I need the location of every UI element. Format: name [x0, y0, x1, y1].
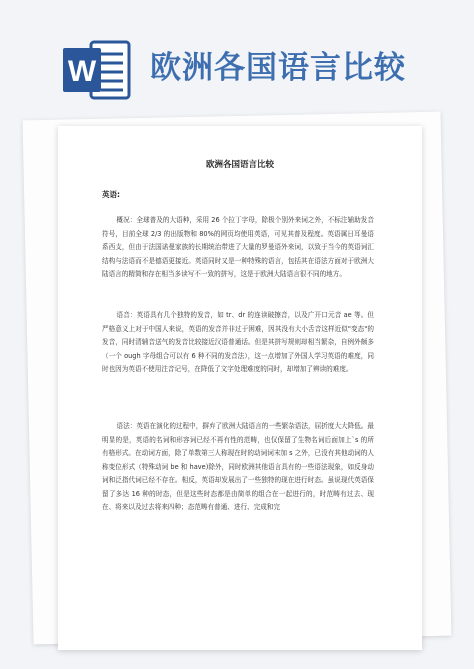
- paragraph-phonetics: 语音：英语具有几个独特的发音，如 tr、dr 的连读破擦音，以及广开口元音 ae 等。但严格意义上对于中国人来说，英语的发音并非过于困难，因其没有大小舌音这样近似"变态"的发音，同时清辅音送气的发音比较接近汉语普通话。但是其拼写规则却相当繁杂，自例外颇多（一个 ough 字母组合可以有 6 种不同的发音法），这一点增加了外国人学习英语的难度，同时也因为英语不使用注音记号，在降低了文字处理难度的同时，却增加了辨读的难度。: [102, 311, 374, 373]
- section-heading-english: 英语:: [102, 190, 120, 199]
- paragraph-overview: 概况：全球普及的大语种，采用 26 个拉丁字母，除极个别外来词之外，不标注辅助发音符号，目前全球 2/3 的出版物和 80%的网页均使用英语，可见其普及程度。英语属日耳曼语系西支，但由于法国诺曼家族的长期统治带进了大量的罗曼语外来词，以致于当今的英语词汇结构与法语而不是德语更接近。英语同时又是一种特殊的语言，包括其在语法方面对于欧洲大陆语言的精简和存在相当多读写不一致的拼写，这是于欧洲大陆语言很不同的地方。: [102, 216, 374, 278]
- word-icon-letter: W: [67, 55, 97, 88]
- document-title: 欧洲各国语言比较: [205, 160, 274, 170]
- word-document-icon: [63, 38, 131, 102]
- paragraph-grammar: 语法：英语在演化的过程中，摒弃了欧洲大陆语言的一些繁杂语法，屈折度大大降低。最明显的是，英语的名词和形容词已经不再有性的范畴，也仅保留了生物名词后面加上`s 的所有格形式。在动词方面，除了单数第三人称现在时的动词词末加 s 之外，已没有其他动词的人称变位形式（特殊动词 be 和 have)除外，同时欧洲其他语言具有的一些语法现象，如反身动词和泛指代词已经不存在。相反，英语却发展出了一些独特的现在进行时态。虽说现代英语保留了多达 16 种的时态，但是这些时态都是由简单的组合在一起进行的，时范畴有过去、现在、将来以及过去将来四种；态范畴有普通、进行、完成和完: [102, 422, 374, 511]
- banner-title: 欧洲各国语言比较: [150, 50, 406, 86]
- document-page: [58, 126, 422, 650]
